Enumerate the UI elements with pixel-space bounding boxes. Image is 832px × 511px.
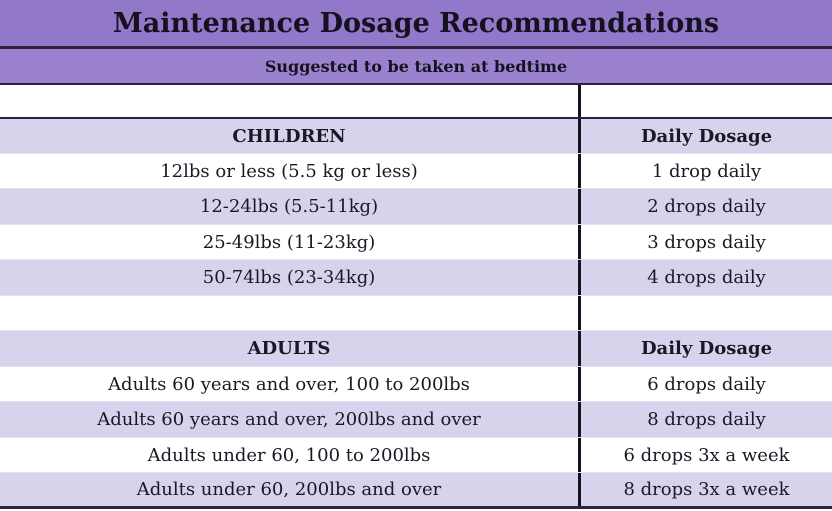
table-row <box>0 438 832 473</box>
table-row <box>0 189 832 225</box>
spacer-cell-right <box>578 85 832 117</box>
dosage-cell: 6 drops daily <box>578 367 832 401</box>
table-row <box>0 154 832 189</box>
spacer-cell-right <box>578 296 832 330</box>
page-title: Maintenance Dosage Recommendations <box>0 0 832 49</box>
children-dosage-header: Daily Dosage <box>578 119 832 153</box>
children-header-label: CHILDREN <box>232 125 346 147</box>
table-row <box>0 367 832 402</box>
weight-cell: Adults under 60, 100 to 200lbs <box>147 444 431 466</box>
weight-cell: 12-24lbs (5.5-11kg) <box>199 196 379 217</box>
dosage-cell: 3 drops daily <box>578 225 832 259</box>
spacer-cell-left <box>0 296 578 330</box>
dosage-cell: 1 drop daily <box>578 154 832 188</box>
dosage-table <box>0 85 832 509</box>
dosage-cell: 8 drops 3x a week <box>578 473 832 506</box>
spacer-cell-left <box>0 85 578 117</box>
adults-header-label: ADULTS <box>247 338 331 359</box>
dosage-cell: 2 drops daily <box>578 189 832 224</box>
table-row <box>0 402 832 438</box>
weight-cell: Adults 60 years and over, 200lbs and over <box>97 409 481 430</box>
dosage-cell: 6 drops 3x a week <box>578 438 832 472</box>
weight-cell: Adults 60 years and over, 100 to 200lbs <box>108 373 470 395</box>
table-row <box>0 473 832 509</box>
spacer-row-top <box>0 85 832 119</box>
weight-cell: Adults under 60, 200lbs and over <box>136 479 442 500</box>
dosage-cell: 8 drops daily <box>578 402 832 437</box>
adults-dosage-header: Daily Dosage <box>578 331 832 366</box>
spacer-row-middle <box>0 296 832 331</box>
weight-cell: 25-49lbs (11-23kg) <box>202 231 376 253</box>
page-subtitle: Suggested to be taken at bedtime <box>0 49 832 85</box>
dosage-cell: 4 drops daily <box>578 260 832 295</box>
adults-header-row <box>0 331 832 367</box>
weight-cell: 12lbs or less (5.5 kg or less) <box>160 160 418 182</box>
table-row <box>0 260 832 296</box>
table-row <box>0 225 832 260</box>
children-header-row <box>0 119 832 154</box>
weight-cell: 50-74lbs (23-34kg) <box>202 267 376 288</box>
